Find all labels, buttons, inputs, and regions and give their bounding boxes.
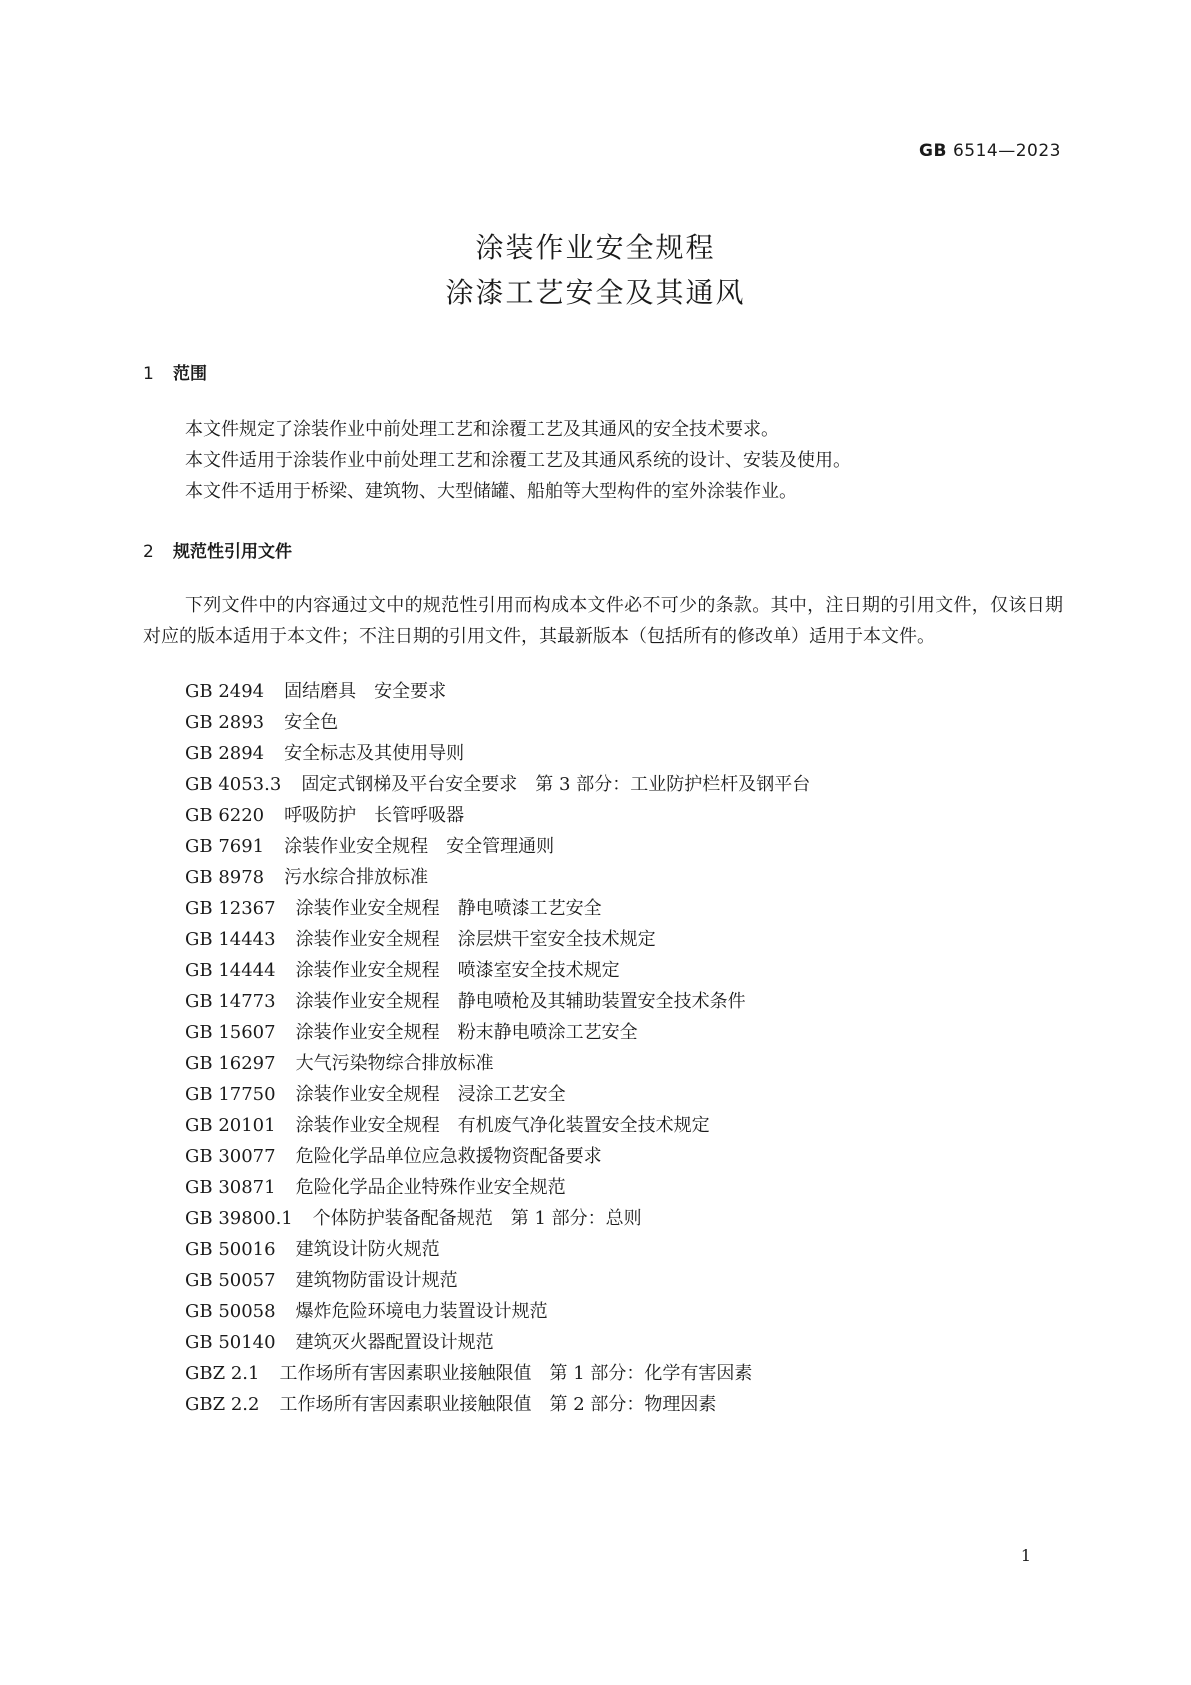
reference-item (185, 738, 810, 769)
reference-item (185, 1389, 810, 1420)
reference-list (185, 676, 810, 1420)
reference-title: 安全标志及其使用导则 (284, 743, 465, 764)
reference-item (185, 831, 810, 862)
reference-code: GB 17750 (185, 1084, 276, 1105)
reference-code: GBZ 2.2 (185, 1394, 260, 1415)
reference-title: 涂装作业安全规程 有机废气净化装置安全技术规定 (295, 1115, 710, 1136)
reference-code: GB 7691 (185, 836, 265, 857)
reference-code: GB 39800.1 (185, 1208, 293, 1229)
reference-item (185, 676, 810, 707)
reference-item (185, 800, 810, 831)
section-1-title: 范围 (173, 364, 207, 384)
reference-code: GB 50058 (185, 1301, 276, 1322)
reference-title: 涂装作业安全规程 粉末静电喷涂工艺安全 (295, 1022, 638, 1043)
reference-title: 个体防护装备配备规范 第 1 部分：总则 (312, 1208, 642, 1229)
scope-paragraph: 本文件不适用于桥梁、建筑物、大型储罐、船舶等大型构件的室外涂装作业。 (185, 481, 797, 502)
scope-paragraph: 本文件规定了涂装作业中前处理工艺和涂覆工艺及其通风的安全技术要求。 (185, 419, 779, 440)
standard-prefix: GB (919, 141, 947, 161)
reference-title: 涂装作业安全规程 静电喷漆工艺安全 (295, 898, 602, 919)
standard-number (919, 141, 1061, 161)
reference-item (185, 769, 810, 800)
reference-code: GB 2494 (185, 681, 265, 702)
reference-item (185, 1141, 810, 1172)
reference-code: GB 4053.3 (185, 774, 282, 795)
reference-title: 涂装作业安全规程 静电喷枪及其辅助装置安全技术条件 (295, 991, 746, 1012)
reference-item (185, 986, 810, 1017)
reference-code: GB 14773 (185, 991, 276, 1012)
reference-title: 涂装作业安全规程 喷漆室安全技术规定 (295, 960, 620, 981)
section-1-heading (143, 359, 207, 384)
reference-code: GB 16297 (185, 1053, 276, 1074)
scope-paragraph: 本文件适用于涂装作业中前处理工艺和涂覆工艺及其通风系统的设计、安装及使用。 (185, 450, 851, 471)
reference-title: 工作场所有害因素职业接触限值 第 2 部分：物理因素 (279, 1394, 717, 1415)
reference-title: 建筑物防雷设计规范 (295, 1270, 458, 1291)
reference-title: 爆炸危险环境电力装置设计规范 (295, 1301, 548, 1322)
reference-item (185, 1265, 810, 1296)
reference-title: 建筑灭火器配置设计规范 (295, 1332, 494, 1353)
reference-item (185, 1017, 810, 1048)
document-title (0, 225, 1191, 315)
section-2-heading (143, 537, 292, 562)
references-intro: 下列文件中的内容通过文中的规范性引用而构成本文件必不可少的条款。其中，注日期的引用文件，仅该日期对应的版本适用于本文件；不注日期的引用文件，其最新版本（包括所有的修改单）适用于本文件。 (143, 595, 1063, 647)
reference-code: GB 12367 (185, 898, 276, 919)
reference-item (185, 893, 810, 924)
reference-code: GB 30871 (185, 1177, 276, 1198)
reference-title: 污水综合排放标准 (284, 867, 429, 888)
section-1-number: 1 (143, 364, 154, 384)
reference-code: GB 8978 (185, 867, 265, 888)
reference-item (185, 1048, 810, 1079)
reference-item (185, 924, 810, 955)
reference-code: GB 50140 (185, 1332, 276, 1353)
reference-title: 涂装作业安全规程 涂层烘干室安全技术规定 (295, 929, 656, 950)
section-2-number: 2 (143, 542, 154, 562)
section-2-title: 规范性引用文件 (173, 542, 292, 562)
reference-item (185, 1079, 810, 1110)
reference-title: 涂装作业安全规程 安全管理通则 (284, 836, 555, 857)
reference-code: GBZ 2.1 (185, 1363, 260, 1384)
title-line-2: 涂漆工艺安全及其通风 (445, 276, 746, 309)
reference-title: 工作场所有害因素职业接触限值 第 1 部分：化学有害因素 (279, 1363, 753, 1384)
reference-code: GB 14444 (185, 960, 276, 981)
reference-title: 涂装作业安全规程 浸涂工艺安全 (295, 1084, 566, 1105)
reference-item (185, 1358, 810, 1389)
reference-code: GB 20101 (185, 1115, 276, 1136)
reference-title: 危险化学品单位应急救援物资配备要求 (295, 1146, 602, 1167)
reference-title: 固定式钢梯及平台安全要求 第 3 部分：工业防护栏杆及钢平台 (301, 774, 811, 795)
standard-code: 6514—2023 (952, 141, 1061, 161)
reference-item (185, 707, 810, 738)
reference-item (185, 955, 810, 986)
reference-title: 危险化学品企业特殊作业安全规范 (295, 1177, 566, 1198)
reference-title: 固结磨具 安全要求 (284, 681, 447, 702)
page-number: 1 (1020, 1546, 1031, 1565)
reference-item (185, 1172, 810, 1203)
reference-code: GB 30077 (185, 1146, 276, 1167)
reference-item (185, 1327, 810, 1358)
reference-title: 建筑设计防火规范 (295, 1239, 440, 1260)
reference-code: GB 50016 (185, 1239, 276, 1260)
reference-code: GB 14443 (185, 929, 276, 950)
reference-title: 呼吸防护 长管呼吸器 (284, 805, 465, 826)
reference-item (185, 1110, 810, 1141)
reference-code: GB 6220 (185, 805, 265, 826)
title-line-1: 涂装作业安全规程 (475, 231, 716, 264)
reference-code: GB 2893 (185, 712, 265, 733)
reference-item (185, 1296, 810, 1327)
reference-code: GB 2894 (185, 743, 265, 764)
reference-item (185, 1203, 810, 1234)
reference-code: GB 50057 (185, 1270, 276, 1291)
reference-item (185, 862, 810, 893)
reference-code: GB 15607 (185, 1022, 276, 1043)
reference-title: 大气污染物综合排放标准 (295, 1053, 494, 1074)
reference-item (185, 1234, 810, 1265)
reference-title: 安全色 (284, 712, 339, 733)
